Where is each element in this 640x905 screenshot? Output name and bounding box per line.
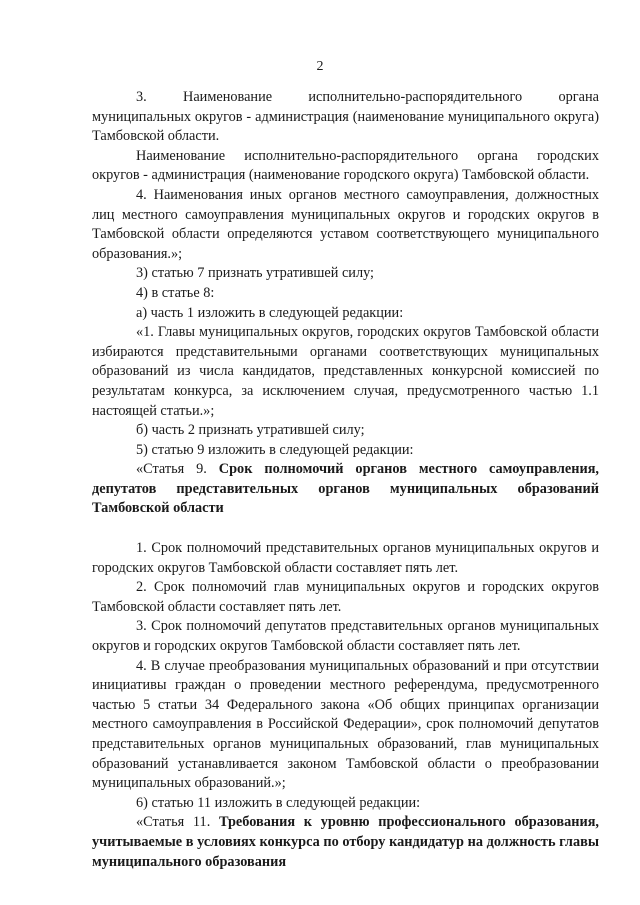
article-heading <box>92 460 599 519</box>
paragraph: а) часть 1 изложить в следующей редакции: <box>136 304 404 321</box>
paragraph: 3. Срок полномочий депутатов представительных органов муниципальных округов и городских округов Тамбовской области составляет пять лет. <box>92 618 599 655</box>
page-number: 2 <box>316 59 324 74</box>
article-title: Требования к уровню профессионального образования, учитываемые в условиях конкурса по отбору кандидатур на должность главы муниципального образования <box>92 814 599 870</box>
paragraph: 1. Срок полномочий представительных органов муниципальных округов и городских округов Тамбовской области составляет пять лет. <box>92 540 599 576</box>
article-heading <box>92 813 599 872</box>
paragraph: 3. Наименование исполнительно-распорядительного органа муниципальных округов - администрация (наименование муниципального округа) Тамбовской области. <box>92 89 599 145</box>
paragraph: Наименование исполнительно-распорядительного органа городских округов - администрация (наименование городского округа) Тамбовской области. <box>92 147 599 184</box>
article-title: Срок полномочий органов местного самоуправления, депутатов представительных органов муниципальных образований Тамбовской области <box>92 461 600 517</box>
paragraph: 5) статью 9 изложить в следующей редакции: <box>136 441 414 458</box>
paragraph: б) часть 2 признать утратившей силу; <box>136 422 365 439</box>
paragraph: 4. Наименования иных органов местного самоуправления, должностных лиц местного самоуправления муниципальных округов и городских округов в Тамбовской области определяются уставом соответствующего муниципального образования.»; <box>92 186 599 262</box>
paragraph: «1. Главы муниципальных округов, городских округов Тамбовской области избираются представительными органами соответствующих муниципальных образований из числа кандидатов, представленных конкурсной комиссией по результатам конкурса, за исключением случая, предусмотренного частью 1.1 настоящей статьи.»; <box>92 324 599 419</box>
paragraph: 2. Срок полномочий глав муниципальных округов и городских округов Тамбовской области составляет пять лет. <box>92 579 599 615</box>
paragraph: 6) статью 11 изложить в следующей редакции: <box>136 794 421 811</box>
paragraph: 4) в статье 8: <box>136 284 215 301</box>
article-prefix: «Статья 9. <box>136 461 219 478</box>
spacer <box>92 519 599 539</box>
paragraph: 3) статью 7 признать утратившей силу; <box>136 265 375 282</box>
paragraph: 4. В случае преобразования муниципальных образований и при отсутствии инициативы граждан о проведении местного референдума, предусмотренного частью 5 статьи 34 Федерального закона «Об общих принципах организации местного самоуправления в Российской Федерации», срок полномочий депутатов представительных органов муниципальных образований, глав муниципальных образований устанавливается законом Тамбовской области о преобразовании муниципальных образований.»; <box>92 657 599 792</box>
article-prefix: «Статья 11. <box>136 814 219 831</box>
document-body <box>92 88 599 872</box>
